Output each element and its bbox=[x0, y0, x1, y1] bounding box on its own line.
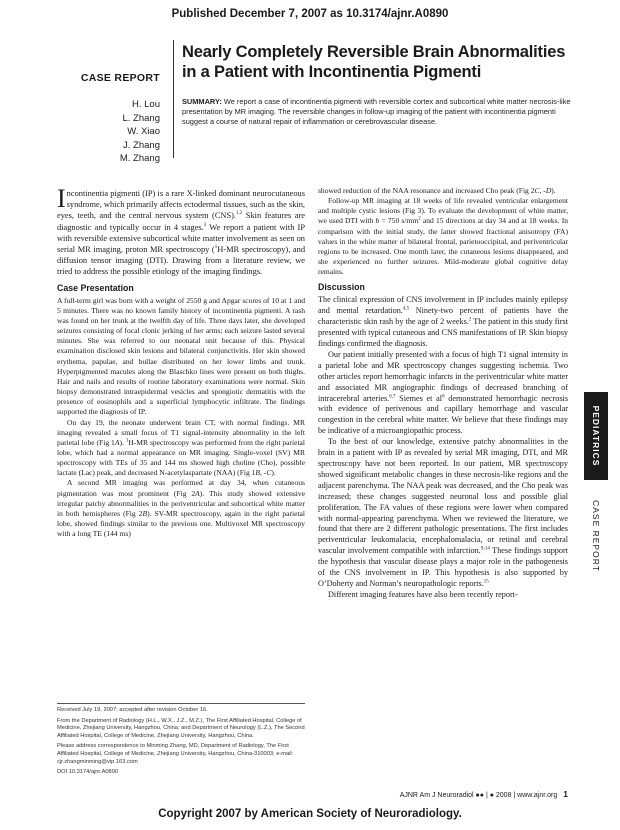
text-run: showed reduction of the NAA resonance and increased Cho peak (Fig 2 bbox=[318, 186, 535, 195]
summary-text: We report a case of incontinentia pigmenti with reversible cortex and subcortical white matter necrosis-like presentation by MR imaging. The reversible changes in follow-up imaging of the patient with incontinentia pigmenti suggest a course of natural repair of inflammation or cerebrovascular disease. bbox=[182, 97, 571, 127]
author-name: J. Zhang bbox=[123, 139, 160, 151]
text-run: ). SV-MR spectroscopy, again in the right parietal lobe, showed findings similar to the previous one. Multivoxel MR spectroscopy with a long TE (144 ms) bbox=[57, 508, 305, 539]
body-paragraph bbox=[318, 186, 568, 196]
text-run: and 15 directions at day 34 and at 18 weeks. In comparison with the initial study, the latter showed fractional anisotropy (FA) values in the white matter of bilateral frontal, parietooccipital, and periventricular regions to be increased. One month later, the cutaneous lesions disappeared, and she experienced no further seizures. Mild-moderate global cognitive delay remains. bbox=[318, 216, 569, 277]
text-run: H-MR spectroscopy), and diffusion tensor imaging (DTI). Drawing from a literature review, we tried to address the possible etiology of the imaging findings. bbox=[57, 245, 306, 277]
citation: 2 bbox=[468, 317, 472, 323]
article-type-label: CASE REPORT bbox=[591, 500, 601, 572]
footnotes bbox=[57, 703, 305, 780]
text-run: demonstrated hemorrhagic necrosis with evidence of perivenous and capillary hemorrhage and vascular congestion in the cerebral white matter. We believe that these findings may be indicative of a microangiopathic process. bbox=[318, 393, 569, 436]
footnote-rule bbox=[57, 703, 305, 704]
text-run: Skin features are diagnostic and typically occur in 4 stages. bbox=[57, 211, 305, 232]
discussion-heading: Discussion bbox=[318, 282, 365, 293]
citation: 8 bbox=[442, 393, 445, 399]
intro-paragraph bbox=[57, 184, 306, 278]
text-run: = 750 s/mm bbox=[379, 216, 419, 226]
case-paragraph bbox=[57, 478, 305, 539]
citation: 3 bbox=[203, 222, 207, 228]
discussion-paragraph bbox=[318, 437, 568, 590]
superscript: 1 bbox=[214, 245, 218, 251]
summary-label: SUMMARY: bbox=[182, 97, 222, 106]
case-paragraph: A full-term girl was born with a weight of 2550 g and Apgar scores of 10 at 1 and 5 minutes. There was no known family history of incontinentia pigmenti. A rash was found on her trunk at the twelfth day of life. Three days later, she developed seizures consisting of focal clonic jerking of her arms; each seizure lasted several minutes. She was referred to our neonatal unit because of this. Physical examination disclosed skin lesions and bilateral conjunctivitis. Her skin showed erythema, papulae, and bullae distributed on her lower limbs and trunk. Hyperpigmented macules along the Blaschko lines were present on both thighs. Hair and nails and results of routine laboratory examinations were normal. Skin biopsy demonstrated intraepidermal vesicles and spongiotic dermatitis with the presence of eosinophils and a superficial lymphocytic infiltrate. The findings supported the diagnosis of IP. bbox=[57, 295, 305, 417]
discussion-paragraph: Different imaging features have also been recently report- bbox=[328, 589, 518, 599]
case-paragraph bbox=[57, 418, 305, 479]
title-divider bbox=[173, 40, 174, 158]
text-run: ). bbox=[119, 437, 126, 447]
article-type-tab bbox=[584, 496, 608, 576]
text-run: A second MR imaging was performed at day 34, when cutaneous pigmentation was most prominent (Fig 2 bbox=[57, 478, 305, 498]
text-run: The clinical expression of CNS involvement in IP includes mainly epilepsy and mental retardation. bbox=[318, 295, 568, 316]
affiliation-note: From the Department of Radiology (H.L., W.X., J.Z., M.Z.), The First Affiliated Hospital, College of Medicine, Zhejiang University, Hangzhou, China; and Department of Neurology (L.Z.), The Second Affiliated Hospital, College of Medicine, Zhejiang University, Hangzhou, China. bbox=[57, 717, 305, 739]
text-run: On day 19, the neonate underwent brain CT, with normal findings. MR imaging revealed a small focus of T1 signal-intensity abnormality in the left parietal lobe (Fig 1 bbox=[57, 417, 305, 447]
text-run: Siemes et al bbox=[395, 393, 443, 403]
correspondence-note: Please address correspondence to Minming Zhang, MD, Department of Radiology, The First Affiliated Hospital, College of Medicine, Zhejiang University, Hangzhou, China-310003; e-mail: cjr.zhangminming@vip.163.com bbox=[57, 743, 294, 765]
author-name: M. Zhang bbox=[119, 153, 160, 165]
right-text-column bbox=[318, 186, 568, 601]
citation: 9-14 bbox=[480, 546, 490, 552]
left-text-column bbox=[57, 184, 306, 539]
text-run: Ninety-two percent of patients have the characteristic skin rash by the age of 2 weeks. bbox=[318, 306, 568, 327]
section-label: CASE REPORT bbox=[80, 72, 160, 84]
section-tab bbox=[584, 392, 608, 480]
superscript: 2 bbox=[418, 216, 421, 222]
author-name: W. Xiao bbox=[127, 126, 160, 138]
figure-ref: A bbox=[114, 437, 120, 447]
text-run: The patient in this study first presented with typical cutaneous and CNS manifestations of IP. Skin biopsy findings confirmed the diagnosis. bbox=[318, 317, 568, 349]
copyright-banner: Copyright 2007 by American Society of Neuroradiology. bbox=[158, 808, 462, 820]
discussion-paragraph bbox=[318, 350, 568, 437]
published-banner: Published December 7, 2007 as 10.3174/ajnr.A0890 bbox=[171, 8, 449, 20]
citation: 6,7 bbox=[389, 393, 396, 399]
page-number: 1 bbox=[563, 789, 568, 799]
citation: 4,5 bbox=[402, 306, 410, 312]
drop-cap: I bbox=[57, 184, 66, 213]
case-presentation-heading: Case Presentation bbox=[57, 282, 134, 293]
text-run: To the best of our knowledge, extensive patchy abnormalities in the brain in a patient with IP as revealed by serial MR imaging, DTI, and MR spectroscopy have not been reported. In our patient, MR spectroscopy showed significant metabolic changes in these necrosis-like regions and the adjacent parenchyma. The NAA peak was decreased, and the Cho peak was increased; these changes suggested neuronal loss and possible glial proliferation. The FA values of these regions were lower when compared with normal-appearing parenchyma. When we reviewed the literature, we found that there are 2 different pathologic presentations. The first includes periventricular leukomalacia, encephalomalacia, or retinal and cerebral vascular involvement compatible with infarction. bbox=[318, 437, 568, 556]
title-line: in a Patient with Incontinentia Pigmenti bbox=[182, 63, 482, 81]
text-run: Follow-up MR imaging at 18 weeks of life revealed ventricular enlargement and multiple cystic lesions (Fig 3). To evaluate the development of white matter, we used DTI with bbox=[318, 196, 568, 226]
summary-abstract bbox=[182, 97, 572, 128]
discussion-paragraph bbox=[318, 295, 568, 350]
figure-ref: A bbox=[195, 488, 200, 498]
author-name: L. Zhang bbox=[122, 112, 160, 124]
doi-note: DOI 10.3174/ajnr.A0890 bbox=[57, 769, 119, 776]
title-line: Nearly Completely Reversible Brain Abnormalities bbox=[182, 43, 566, 61]
article-title bbox=[182, 42, 582, 82]
superscript: 1 bbox=[125, 438, 129, 444]
section-tab-label: PEDIATRICS bbox=[591, 405, 601, 467]
figure-ref: B, -C bbox=[255, 468, 272, 478]
received-note: Received July 19, 2007; accepted after revision October 16. bbox=[57, 707, 208, 713]
text-run: ncontinentia pigmenti (IP) is a rare X-linked dominant neurocutaneous syndrome, which primarily affects ectodermal tissues, such as the skin, eyes, teeth, and the central nervous system (CNS). bbox=[57, 189, 305, 221]
text-run: These findings support the hypothesis that vascular disease plays a major role in the pathogenesis of the CNS involvement in IP. This hypothesis is also supported by O’Doherty and Norman’s neuropathologic reports. bbox=[318, 546, 568, 588]
text-run: ). bbox=[271, 468, 276, 478]
author-list bbox=[80, 98, 160, 166]
citation: 1,2 bbox=[236, 211, 243, 217]
body-paragraph bbox=[318, 196, 568, 277]
variable: b bbox=[375, 216, 380, 226]
journal-citation: AJNR Am J Neuroradiol ●● | ● 2008 | www.ajnr.org bbox=[399, 792, 558, 799]
citation: 15 bbox=[483, 579, 489, 585]
text-run: H-MR spectroscopy was performed from the right parietal lobe, which had a normal appearance on MR imaging. Single-voxel (SV) MR spectroscopy with TEs of 35 and 144 ms showed high choline (Cho), possible lactate (Lac) peak, and decreased N-acetylaspartate (NAA) (Fig 1 bbox=[57, 437, 305, 478]
text-run: ). This study showed extensive irregular patchy abnormalities in the periventricular and subcortical white matter in both hemispheres (Fig 2 bbox=[57, 488, 306, 518]
text-run: ). bbox=[551, 186, 556, 195]
text-run: We report a patient with IP with reversible extensive subcortical white matter involvement as seen on serial MR imaging, proton MR spectroscopy ( bbox=[57, 222, 306, 255]
author-name: H. Lou bbox=[132, 99, 160, 110]
text-run: Our patient initially presented with a focus of high T1 signal intensity in a parietal lobe and MR spectroscopy changes suggesting ischemia. Two other articles report hemorrhagic infarcts in the periventricular white matter and associated MR angiographic findings of decreased branching of intracerebral arteries. bbox=[318, 349, 568, 403]
figure-ref: C, -D bbox=[534, 186, 552, 195]
journal-footer bbox=[318, 789, 568, 799]
figure-ref: B bbox=[142, 508, 148, 518]
